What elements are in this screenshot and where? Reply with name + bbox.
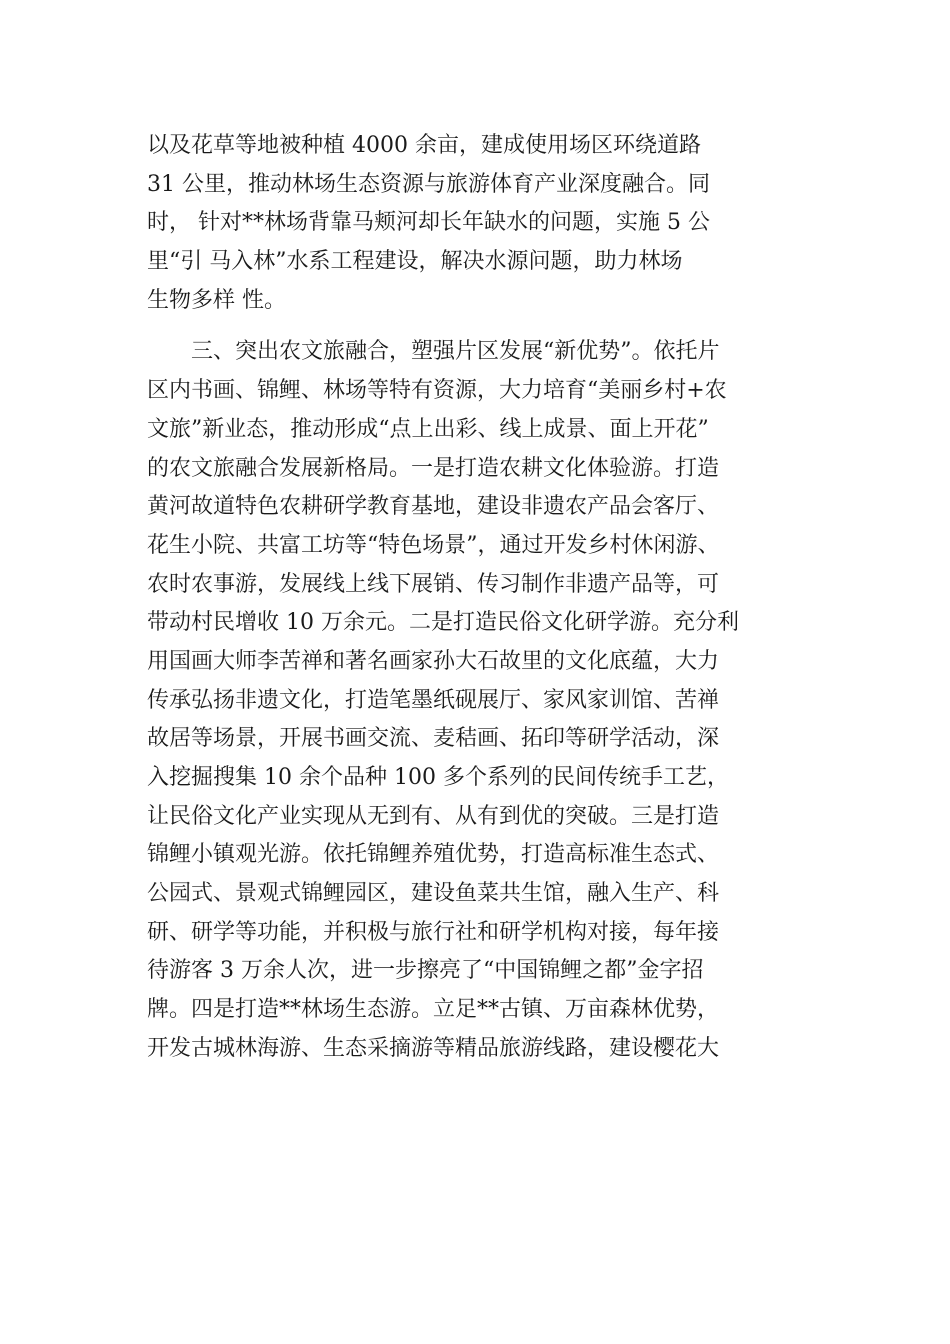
text-line: 传承弘扬非遗文化，打造笔墨纸砚展厅、家风家训馆、苦禅 (147, 687, 720, 713)
text-line: 文旅”新业态，推动形成“点上出彩、线上成景、面上开花” (147, 416, 709, 442)
text-line: 里“引 马入林”水系工程建设，解决水源问题，助力林场 (147, 249, 683, 275)
paragraph-spacer (147, 320, 817, 333)
document-body (147, 127, 817, 1069)
text-line: 三、突出农文旅融合，塑强片区发展“新优势”。依托片 (147, 339, 720, 365)
text-line: 公园式、景观式锦鲤园区，建设鱼菜共生馆，融入生产、科 (147, 881, 720, 907)
text-line: 开发古城林海游、生态采摘游等精品旅游线路，建设樱花大 (147, 1035, 720, 1061)
text-line: 以及花草等地被种植 4000 余亩，建成使用场区环绕道路 (147, 133, 701, 158)
paragraph-2 (147, 333, 817, 1068)
text-line: 31 公里，推动林场生态资源与旅游体育产业深度融合。同 (147, 171, 710, 197)
text-line: 的农文旅融合发展新格局。一是打造农耕文化体验游。打造 (147, 455, 720, 481)
text-line: 牌。四是打造**林场生态游。立足**古镇、万亩森林优势， (147, 997, 720, 1023)
text-line: 生物多样 性。 (147, 287, 286, 313)
text-line: 故居等场景，开展书画交流、麦秸画、拓印等研学活动，深 (147, 726, 720, 752)
text-line: 带动村民增收 10 万余元。二是打造民俗文化研学游。充分利 (147, 610, 739, 636)
text-line: 让民俗文化产业实现从无到有、从有到优的突破。三是打造 (147, 803, 720, 829)
text-line: 待游客 3 万余人次，进一步擦亮了“中国锦鲤之都”金字招 (147, 958, 704, 984)
text-line: 用国画大师李苦禅和著名画家孙大石故里的文化底蕴，大力 (147, 648, 720, 674)
text-line: 花生小院、共富工坊等“特色场景”，通过开发乡村休闲游、 (147, 532, 720, 558)
text-line: 区内书画、锦鲤、林场等特有资源，大力培育“美丽乡村+农 (147, 378, 727, 404)
paragraph-1 (147, 127, 817, 320)
text-line: 黄河故道特色农耕研学教育基地，建设非遗农产品会客厅、 (147, 494, 720, 520)
text-line: 研、研学等功能，并积极与旅行社和研学机构对接，每年接 (147, 919, 720, 945)
text-line: 农时农事游，发展线上线下展销、传习制作非遗产品等，可 (147, 571, 720, 597)
text-line: 锦鲤小镇观光游。依托锦鲤养殖优势，打造高标准生态式、 (147, 842, 720, 868)
text-line: 时， 针对**林场背靠马颊河却长年缺水的问题，实施 5 公 (147, 210, 710, 236)
text-line: 入挖掘搜集 10 余个品种 100 多个系列的民间传统手工艺， (147, 765, 729, 790)
